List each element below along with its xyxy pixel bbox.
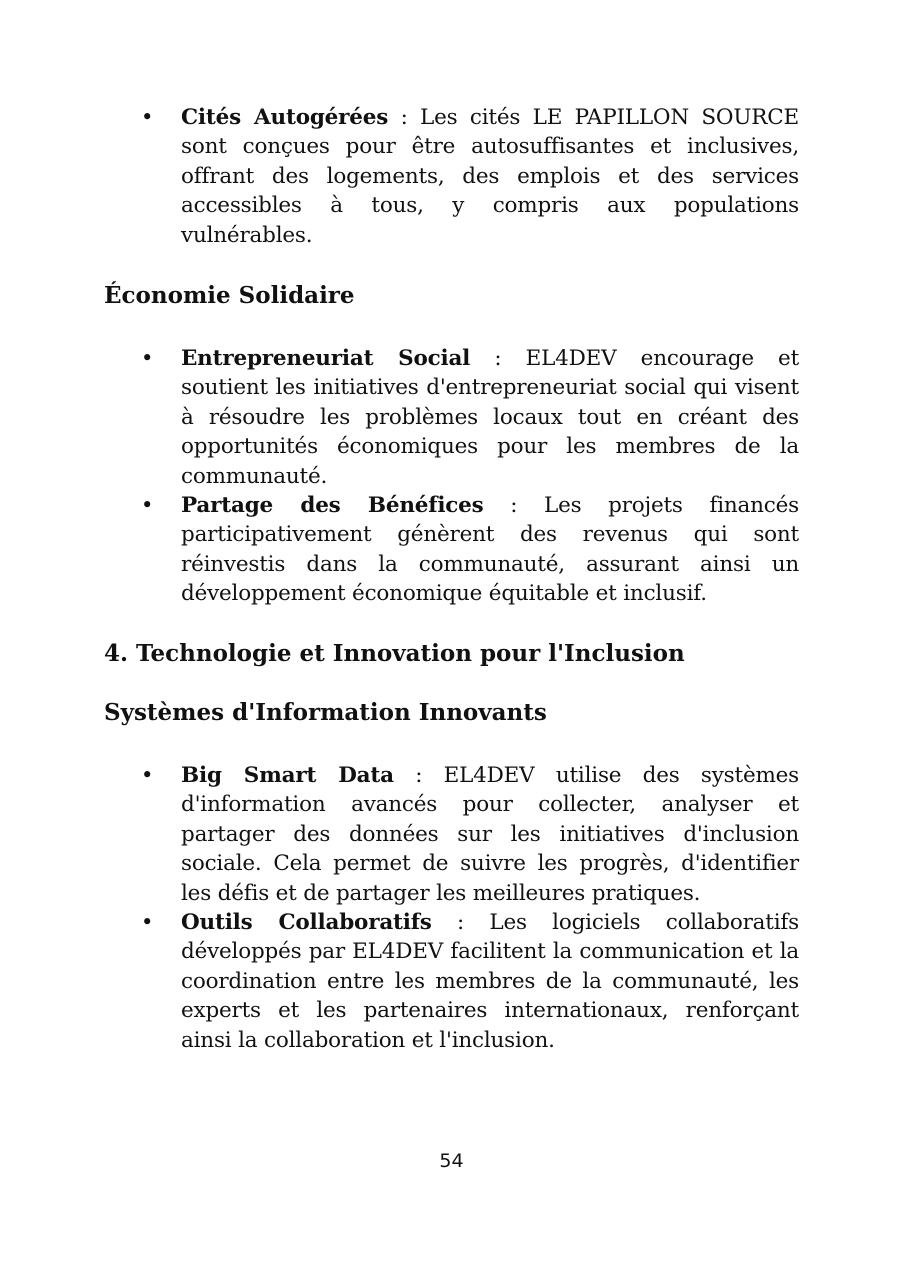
list-item-separator: :	[483, 493, 544, 519]
list-item-text: EL4DEV utilise des systèmes d'information avancés pour collecter, analyser et partager des données sur les initiatives d'inclusion sociale. Cela permet de suivre les progrès, d'identifier les défis et de partager les meilleures pratiques.	[181, 763, 800, 906]
list-item-term: Outils Collaboratifs	[181, 910, 432, 936]
bullet-list-systemes	[104, 761, 799, 1055]
heading-section-4: 4. Technologie et Innovation pour l'Inclusion	[104, 640, 685, 667]
list-item-text: Les logiciels collaboratifs développés par EL4DEV facilitent la communication et la coordination entre les membres de la communauté, les experts et les partenaires internationaux, renforçant ainsi la collaboration et l'inclusion.	[181, 910, 799, 1053]
list-item-text: Les projets financés participativement génèrent des revenus qui sont réinvestis dans la communauté, assurant ainsi un développement économique équitable et inclusif.	[181, 493, 799, 607]
list-item-term: Big Smart Data	[181, 763, 394, 788]
bullet-icon: •	[141, 105, 154, 129]
page-number: 54	[439, 1150, 464, 1172]
list-item-separator: :	[393, 763, 444, 788]
list-item-separator: :	[470, 346, 526, 371]
bullet-icon: •	[141, 493, 154, 518]
bullet-list-cites	[104, 103, 799, 250]
list-item-term: Entrepreneuriat Social	[181, 346, 471, 371]
list-item-term: Cités Autogérées	[181, 105, 389, 130]
list-item	[104, 761, 799, 908]
list-item-term: Partage des Bénéfices	[181, 493, 484, 519]
bullet-list-economie	[104, 344, 799, 609]
bullet-icon: •	[141, 763, 154, 787]
list-item-text: EL4DEV encourage et soutient les initiatives d'entrepreneuriat social qui visent à résoudre les problèmes locaux tout en créant des opportunités économiques pour les membres de la communauté.	[181, 346, 800, 489]
bullet-icon: •	[141, 346, 154, 370]
list-item	[104, 103, 799, 250]
list-item-text: Les cités LE PAPILLON SOURCE sont conçues pour être autosuffisantes et inclusives, offrant des logements, des emplois et des services accessibles à tous, y compris aux populations vulnérables.	[181, 105, 799, 248]
list-item	[104, 491, 799, 609]
list-item	[104, 344, 799, 491]
heading-economie-solidaire: Économie Solidaire	[104, 282, 355, 309]
list-item-separator: :	[431, 910, 490, 936]
bullet-icon: •	[141, 910, 154, 935]
list-item	[104, 908, 799, 1055]
heading-systemes-information: Systèmes d'Information Innovants	[104, 699, 547, 726]
list-item-separator: :	[388, 105, 421, 130]
